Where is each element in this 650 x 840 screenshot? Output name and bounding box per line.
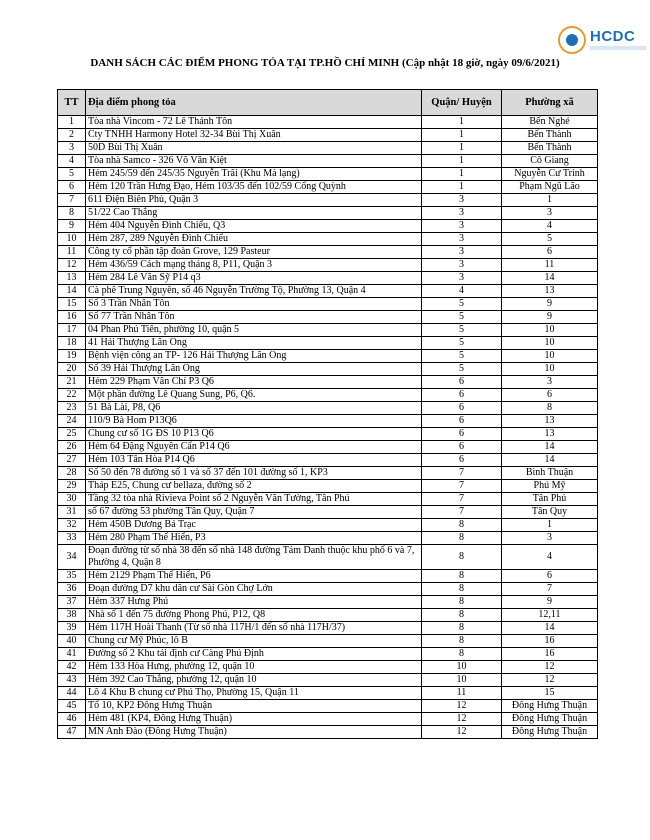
row-location: Cty TNHH Harmony Hotel 32-34 Bùi Thị Xuân — [86, 129, 422, 142]
row-district: 1 — [422, 116, 502, 129]
row-location: Hẻm 337 Hưng Phú — [86, 596, 422, 609]
row-district: 7 — [422, 506, 502, 519]
table-row — [58, 363, 598, 376]
row-ward: 1 — [502, 519, 598, 532]
row-number: 7 — [58, 194, 86, 207]
row-location: Hẻm 280 Phạm Thế Hiển, P3 — [86, 532, 422, 545]
table-row — [58, 480, 598, 493]
row-location: 41 Hải Thượng Lãn Ông — [86, 337, 422, 350]
table-row — [58, 129, 598, 142]
row-district: 7 — [422, 480, 502, 493]
row-number: 44 — [58, 687, 86, 700]
table-body — [58, 116, 598, 739]
row-number: 24 — [58, 415, 86, 428]
row-ward: Cô Giang — [502, 155, 598, 168]
header-tt: TT — [58, 90, 86, 116]
row-number: 40 — [58, 635, 86, 648]
row-ward: 12,11 — [502, 609, 598, 622]
row-location: Hẻm 404 Nguyễn Đình Chiểu, Q3 — [86, 220, 422, 233]
row-location: Hẻm 284 Lê Văn Sỹ P14 q3 — [86, 272, 422, 285]
row-district: 6 — [422, 428, 502, 441]
row-ward: 6 — [502, 570, 598, 583]
row-ward: 14 — [502, 441, 598, 454]
table-row — [58, 661, 598, 674]
table-row — [58, 519, 598, 532]
row-location: Tầng 32 tòa nhà Rivieva Point số 2 Nguyễn Văn Tưởng, Tân Phú — [86, 493, 422, 506]
table-row — [58, 428, 598, 441]
row-ward: 11 — [502, 259, 598, 272]
table-row — [58, 687, 598, 700]
row-ward: 12 — [502, 674, 598, 687]
row-number: 43 — [58, 674, 86, 687]
row-location: Hẻm 229 Phạm Văn Chí P3 Q6 — [86, 376, 422, 389]
row-number: 11 — [58, 246, 86, 259]
row-location: Số 77 Trần Nhân Tôn — [86, 311, 422, 324]
row-district: 1 — [422, 168, 502, 181]
row-number: 34 — [58, 545, 86, 570]
row-number: 22 — [58, 389, 86, 402]
row-location: số 67 đường 53 phường Tân Quy, Quận 7 — [86, 506, 422, 519]
row-ward: 13 — [502, 415, 598, 428]
row-location: Hẻm 117H Hoài Thanh (Từ số nhà 117H/1 đến số nhà 117H/37) — [86, 622, 422, 635]
row-ward: Đông Hưng Thuận — [502, 713, 598, 726]
row-number: 20 — [58, 363, 86, 376]
row-ward: 14 — [502, 454, 598, 467]
hcdc-emblem-icon — [558, 26, 586, 54]
row-ward: 16 — [502, 635, 598, 648]
row-number: 36 — [58, 583, 86, 596]
row-number: 6 — [58, 181, 86, 194]
row-number: 33 — [58, 532, 86, 545]
row-number: 29 — [58, 480, 86, 493]
row-number: 30 — [58, 493, 86, 506]
header-location: Địa điểm phong tỏa — [86, 90, 422, 116]
row-ward: Bến Nghé — [502, 116, 598, 129]
row-ward: 12 — [502, 661, 598, 674]
row-number: 37 — [58, 596, 86, 609]
table-row — [58, 311, 598, 324]
row-district: 8 — [422, 519, 502, 532]
table-row — [58, 570, 598, 583]
row-ward: 10 — [502, 363, 598, 376]
row-location: Hẻm 2129 Phạm Thế Hiển, P6 — [86, 570, 422, 583]
row-ward: 9 — [502, 298, 598, 311]
row-number: 13 — [58, 272, 86, 285]
table-row — [58, 116, 598, 129]
row-ward: 10 — [502, 350, 598, 363]
logo-text: HCDC — [590, 28, 636, 45]
row-location: Số 39 Hải Thượng Lãn Ông — [86, 363, 422, 376]
table-row — [58, 285, 598, 298]
row-location: Cà phê Trung Nguyên, số 46 Nguyễn Trường Tộ, Phường 13, Quận 4 — [86, 285, 422, 298]
table-row — [58, 142, 598, 155]
row-ward: 7 — [502, 583, 598, 596]
row-location: Hẻm 245/59 đến 245/35 Nguyễn Trãi (Khu Má lạng) — [86, 168, 422, 181]
row-ward: Tân Phú — [502, 493, 598, 506]
table-row — [58, 493, 598, 506]
table-row — [58, 350, 598, 363]
row-location: Số 50 đến 78 đường số 1 và số 37 đến 101 đường số 1, KP3 — [86, 467, 422, 480]
row-district: 5 — [422, 337, 502, 350]
logo-tagline — [590, 46, 646, 50]
row-location: Công ty cổ phần tập đoàn Grove, 129 Pasteur — [86, 246, 422, 259]
row-location: Chung cư Mỹ Phúc, lô B — [86, 635, 422, 648]
row-ward: Bến Thành — [502, 129, 598, 142]
row-location: Bệnh viện công an TP- 126 Hải Thượng Lãn Ông — [86, 350, 422, 363]
table-row — [58, 622, 598, 635]
row-district: 10 — [422, 674, 502, 687]
table-row — [58, 207, 598, 220]
row-district: 5 — [422, 363, 502, 376]
row-ward: 6 — [502, 389, 598, 402]
row-district: 1 — [422, 142, 502, 155]
table-row — [58, 246, 598, 259]
row-ward: Phạm Ngũ Lão — [502, 181, 598, 194]
row-district: 8 — [422, 570, 502, 583]
row-district: 3 — [422, 220, 502, 233]
row-ward: 9 — [502, 596, 598, 609]
row-location: Đường số 2 Khu tái định cư Càng Phú Định — [86, 648, 422, 661]
row-district: 6 — [422, 376, 502, 389]
row-ward: Phú Mỹ — [502, 480, 598, 493]
row-number: 45 — [58, 700, 86, 713]
row-district: 1 — [422, 129, 502, 142]
row-district: 5 — [422, 324, 502, 337]
row-ward: 4 — [502, 220, 598, 233]
row-location: Tòa nhà Vincom - 72 Lê Thánh Tôn — [86, 116, 422, 129]
row-ward: 3 — [502, 207, 598, 220]
row-location: Lô 4 Khu B chung cư Phú Thọ, Phường 15, Quận 11 — [86, 687, 422, 700]
table-row — [58, 700, 598, 713]
row-number: 41 — [58, 648, 86, 661]
row-number: 31 — [58, 506, 86, 519]
row-number: 23 — [58, 402, 86, 415]
row-number: 15 — [58, 298, 86, 311]
table-row — [58, 506, 598, 519]
table-row — [58, 674, 598, 687]
row-number: 25 — [58, 428, 86, 441]
row-number: 32 — [58, 519, 86, 532]
row-number: 46 — [58, 713, 86, 726]
row-number: 18 — [58, 337, 86, 350]
row-location: 611 Điện Biên Phủ, Quận 3 — [86, 194, 422, 207]
row-location: Hẻm 133 Hòa Hưng, phường 12, quận 10 — [86, 661, 422, 674]
row-district: 10 — [422, 661, 502, 674]
row-location: Hẻm 64 Đặng Nguyên Cẩn P14 Q6 — [86, 441, 422, 454]
row-location: 04 Phan Phú Tiên, phường 10, quận 5 — [86, 324, 422, 337]
table-row — [58, 532, 598, 545]
row-location: Nhà số 1 đến 75 đường Phong Phú, P12, Q8 — [86, 609, 422, 622]
table-row — [58, 726, 598, 739]
row-location: Hẻm 103 Tân Hòa P14 Q6 — [86, 454, 422, 467]
row-ward: Đông Hưng Thuận — [502, 726, 598, 739]
table-row — [58, 233, 598, 246]
table-row — [58, 389, 598, 402]
table-row — [58, 454, 598, 467]
table-row — [58, 402, 598, 415]
row-number: 9 — [58, 220, 86, 233]
row-district: 12 — [422, 726, 502, 739]
row-location: MN Anh Đào (Đông Hưng Thuận) — [86, 726, 422, 739]
row-ward: 13 — [502, 428, 598, 441]
row-ward: Bến Thành — [502, 142, 598, 155]
row-district: 8 — [422, 596, 502, 609]
table-row — [58, 583, 598, 596]
table-row — [58, 272, 598, 285]
table-row — [58, 376, 598, 389]
row-district: 3 — [422, 233, 502, 246]
row-district: 3 — [422, 207, 502, 220]
row-ward: 5 — [502, 233, 598, 246]
table-row — [58, 168, 598, 181]
row-ward: Nguyễn Cư Trinh — [502, 168, 598, 181]
row-district: 6 — [422, 389, 502, 402]
row-district: 7 — [422, 493, 502, 506]
row-number: 12 — [58, 259, 86, 272]
row-district: 8 — [422, 609, 502, 622]
row-district: 5 — [422, 311, 502, 324]
row-number: 8 — [58, 207, 86, 220]
table-row — [58, 181, 598, 194]
header-district: Quận/ Huyện — [422, 90, 502, 116]
row-location: Hẻm 392 Cao Thắng, phường 12, quận 10 — [86, 674, 422, 687]
table-row — [58, 648, 598, 661]
row-ward: 1 — [502, 194, 598, 207]
row-location: Chung cư số 1G ĐS 10 P13 Q6 — [86, 428, 422, 441]
row-district: 6 — [422, 454, 502, 467]
row-district: 1 — [422, 155, 502, 168]
document-title: DANH SÁCH CÁC ĐIỂM PHONG TỎA TẠI TP.HỒ CHÍ MINH (Cập nhật 18 giờ, ngày 09/6/2021) — [90, 57, 560, 69]
row-location: 51/22 Cao Thắng — [86, 207, 422, 220]
table-row — [58, 441, 598, 454]
row-ward: 15 — [502, 687, 598, 700]
row-number: 14 — [58, 285, 86, 298]
row-location: Tổ 10, KP2 Đông Hưng Thuận — [86, 700, 422, 713]
table-row — [58, 324, 598, 337]
row-location: Tòa nhà Samco - 326 Võ Văn Kiệt — [86, 155, 422, 168]
row-number: 38 — [58, 609, 86, 622]
table-row — [58, 635, 598, 648]
table-header-row — [58, 90, 598, 116]
table-row — [58, 545, 598, 570]
row-district: 12 — [422, 713, 502, 726]
row-district: 6 — [422, 441, 502, 454]
table-row — [58, 596, 598, 609]
row-district: 12 — [422, 700, 502, 713]
row-district: 8 — [422, 583, 502, 596]
row-location: Đoạn đường từ số nhà 38 đến số nhà 148 đường Tám Danh thuộc khu phố 6 và 7, Phường 4, Quận 8 — [86, 545, 422, 570]
row-number: 21 — [58, 376, 86, 389]
row-number: 19 — [58, 350, 86, 363]
row-ward: 9 — [502, 311, 598, 324]
table-row — [58, 298, 598, 311]
table-row — [58, 194, 598, 207]
row-location: Hẻm 481 (KP4, Đông Hưng Thuận) — [86, 713, 422, 726]
table-row — [58, 259, 598, 272]
row-district: 3 — [422, 194, 502, 207]
row-number: 26 — [58, 441, 86, 454]
row-number: 27 — [58, 454, 86, 467]
row-ward: 16 — [502, 648, 598, 661]
row-number: 35 — [58, 570, 86, 583]
row-number: 10 — [58, 233, 86, 246]
row-location: Hẻm 120 Trần Hưng Đạo, Hẻm 103/35 đến 102/59 Cống Quỳnh — [86, 181, 422, 194]
row-number: 42 — [58, 661, 86, 674]
row-ward: 6 — [502, 246, 598, 259]
row-ward: 3 — [502, 532, 598, 545]
row-ward: 13 — [502, 285, 598, 298]
lockdown-table — [57, 89, 598, 739]
table-row — [58, 155, 598, 168]
table-row — [58, 467, 598, 480]
row-ward: Bình Thuận — [502, 467, 598, 480]
row-ward: 10 — [502, 324, 598, 337]
row-ward: 10 — [502, 337, 598, 350]
row-location: Hẻm 450B Dương Bá Trạc — [86, 519, 422, 532]
row-number: 5 — [58, 168, 86, 181]
row-district: 5 — [422, 350, 502, 363]
row-number: 1 — [58, 116, 86, 129]
table-row — [58, 337, 598, 350]
row-district: 11 — [422, 687, 502, 700]
row-location: Hẻm 287, 289 Nguyễn Đình Chiểu — [86, 233, 422, 246]
row-district: 8 — [422, 622, 502, 635]
row-district: 6 — [422, 402, 502, 415]
row-district: 6 — [422, 415, 502, 428]
table-row — [58, 220, 598, 233]
table-row — [58, 609, 598, 622]
row-district: 3 — [422, 246, 502, 259]
row-location: Một phần đường Lê Quang Sung, P6, Q6. — [86, 389, 422, 402]
row-district: 8 — [422, 545, 502, 570]
table-row — [58, 415, 598, 428]
row-district: 4 — [422, 285, 502, 298]
row-number: 17 — [58, 324, 86, 337]
table-row — [58, 713, 598, 726]
row-number: 28 — [58, 467, 86, 480]
row-location: Tháp E25, Chung cư bellaza, đường số 2 — [86, 480, 422, 493]
row-number: 2 — [58, 129, 86, 142]
hcdc-logo — [556, 24, 646, 58]
row-district: 3 — [422, 272, 502, 285]
row-ward: 4 — [502, 545, 598, 570]
row-number: 47 — [58, 726, 86, 739]
row-ward: Tân Quy — [502, 506, 598, 519]
row-district: 8 — [422, 648, 502, 661]
row-ward: 14 — [502, 622, 598, 635]
row-number: 3 — [58, 142, 86, 155]
row-location: 51 Bà Lài, P8, Q6 — [86, 402, 422, 415]
row-district: 7 — [422, 467, 502, 480]
row-location: 110/9 Bà Hom P13Q6 — [86, 415, 422, 428]
row-ward: 8 — [502, 402, 598, 415]
row-location: Số 3 Trần Nhân Tôn — [86, 298, 422, 311]
row-ward: 14 — [502, 272, 598, 285]
row-number: 16 — [58, 311, 86, 324]
row-district: 8 — [422, 532, 502, 545]
header-ward: Phường xã — [502, 90, 598, 116]
row-district: 1 — [422, 181, 502, 194]
row-location: Hẻm 436/59 Cách mạng tháng 8, P11, Quận 3 — [86, 259, 422, 272]
row-location: 50D Bùi Thị Xuân — [86, 142, 422, 155]
row-number: 39 — [58, 622, 86, 635]
row-district: 5 — [422, 298, 502, 311]
row-ward: 3 — [502, 376, 598, 389]
row-district: 8 — [422, 635, 502, 648]
row-location: Đoạn đường D7 khu dân cư Sài Gòn Chợ Lớn — [86, 583, 422, 596]
row-ward: Đông Hưng Thuận — [502, 700, 598, 713]
row-district: 3 — [422, 259, 502, 272]
row-number: 4 — [58, 155, 86, 168]
